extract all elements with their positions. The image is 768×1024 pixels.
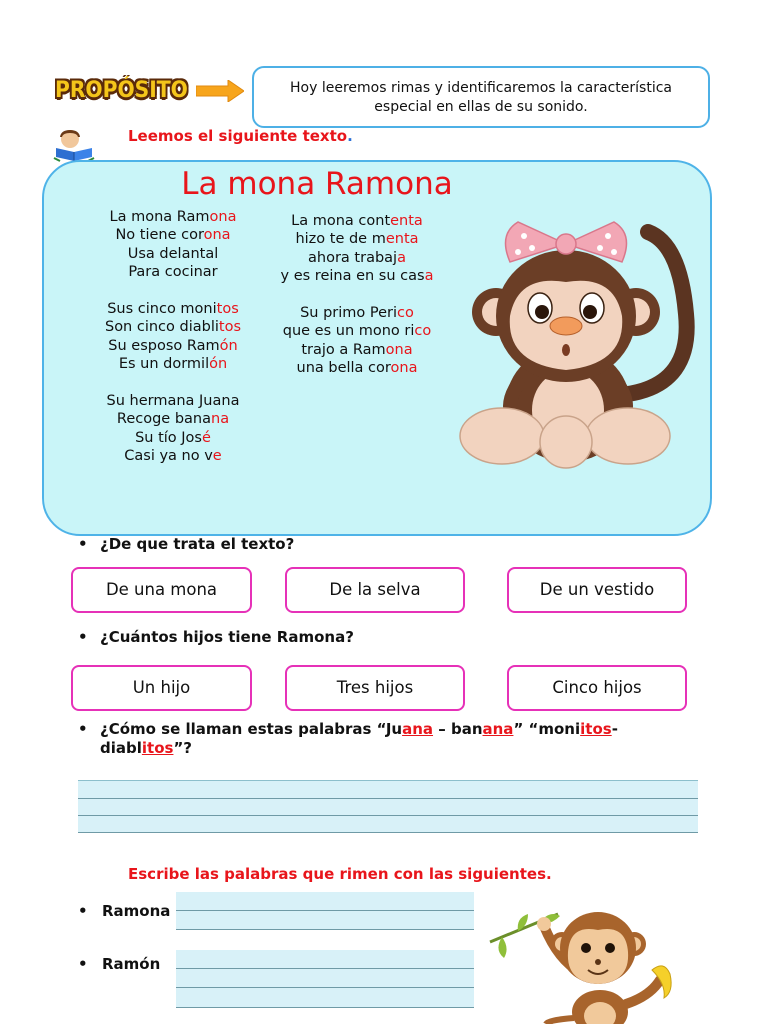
option-un-hijo[interactable]: Un hijo: [71, 665, 252, 711]
poem-column-2: [268, 212, 446, 378]
monkey-with-bow-illustration: [458, 204, 698, 482]
lead-text: Leemos el siguiente texto.: [128, 127, 353, 145]
poem-line: La mona Ramona: [109, 209, 237, 225]
option-cinco-hijos[interactable]: Cinco hijos: [507, 665, 687, 711]
arrow-right-icon: [196, 80, 244, 102]
poem-line: y es reina en su casa: [280, 268, 434, 285]
poem-line: Usa delantal: [127, 245, 219, 262]
ramon-answer-lines[interactable]: [176, 950, 474, 1008]
swinging-monkey-illustration: [488, 900, 698, 1024]
answer-lines[interactable]: [78, 780, 698, 832]
question-1: • ¿De que trata el texto?: [78, 535, 295, 553]
poem-line: Son cinco diablitos: [104, 319, 242, 336]
poem-title: La mona Ramona: [181, 166, 453, 202]
poem-line: Su tío José: [135, 429, 211, 446]
ramona-answer-lines[interactable]: [176, 892, 474, 930]
poem-line: Es un dormilón: [118, 356, 228, 373]
poem-line: Su esposo Ramón: [108, 337, 238, 354]
poem-line: Para cocinar: [128, 264, 218, 281]
purpose-line-2: especial en ellas de su sonido.: [374, 99, 588, 115]
poem-line: Su hermana Juana: [106, 393, 240, 410]
option-de-una-mona[interactable]: De una mona: [71, 567, 252, 613]
poem-line: Recoge banana: [116, 411, 230, 428]
poem-line: ahora trabaja: [308, 249, 406, 266]
option-de-un-vestido[interactable]: De un vestido: [507, 567, 687, 613]
poem-column-1: [88, 208, 258, 466]
poem-line: hizo te de menta: [295, 231, 419, 248]
question-3: • ¿Cómo se llaman estas palabras “Juana – banana” “moniitos- diablitos”?: [78, 720, 618, 757]
poem-line: Sus cinco monitos: [107, 301, 239, 318]
purpose-box: [252, 66, 710, 128]
option-tres-hijos[interactable]: Tres hijos: [285, 665, 465, 711]
poem-line: trajo a Ramona: [301, 341, 413, 358]
poem-line: Su primo Perico: [300, 305, 414, 322]
proposito-banner: PROPÓSITO: [55, 78, 188, 103]
word-ramon: • Ramón: [78, 955, 161, 973]
purpose-line-1: Hoy leeremos rimas y identificaremos la característica: [290, 80, 672, 96]
poem-line: Casi ya no ve: [124, 448, 222, 465]
poem-line: que es un mono rico: [282, 323, 432, 340]
option-de-la-selva[interactable]: De la selva: [285, 567, 465, 613]
poem-line: una bella corona: [296, 360, 418, 377]
poem-line: La mona contenta: [291, 213, 423, 229]
word-ramona: • Ramona: [78, 902, 171, 920]
rhyme-instruction: Escribe las palabras que rimen con las siguientes.: [128, 865, 552, 883]
poem-line: No tiene corona: [115, 227, 231, 244]
reading-child-icon: [52, 128, 98, 162]
question-2: • ¿Cuántos hijos tiene Ramona?: [78, 628, 354, 646]
